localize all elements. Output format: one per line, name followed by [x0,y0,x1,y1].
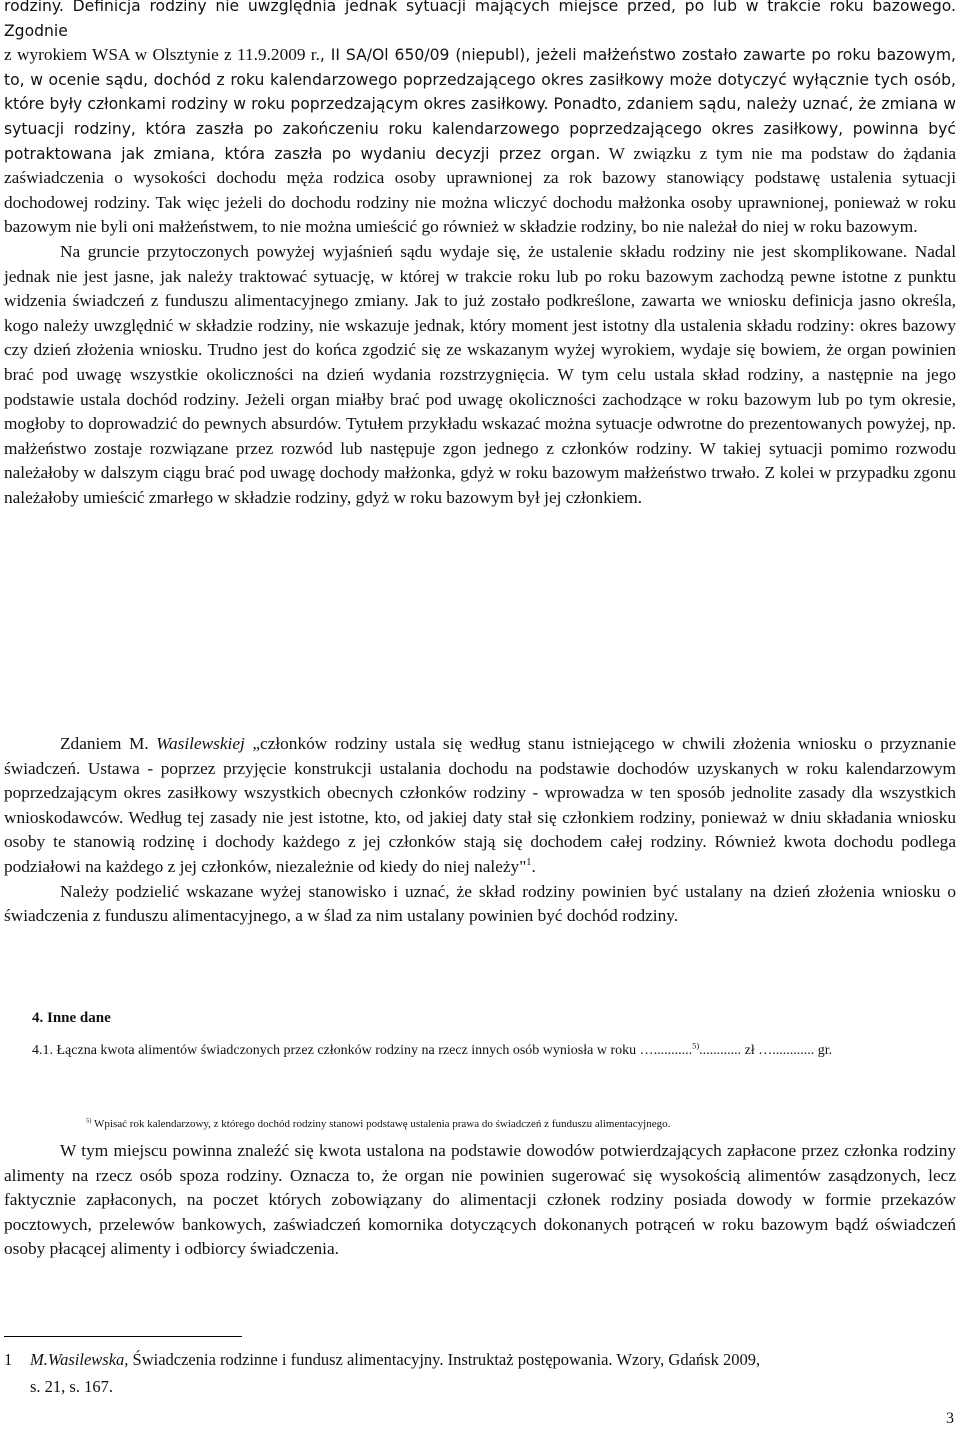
footnote-1 [4,1346,934,1400]
text-sentence: Trudno jest do końca zgodzić się ze wskazanym wyżej wyrokiem, wydaje się bowiem, że organ powinien brać pod uwagę wszystkie okoliczności na dzień wydania rozstrzygnięcia. [4,340,956,384]
body-block-1 [4,0,956,510]
paragraph-family-composition [4,240,956,511]
quotation: „członków rodziny ustala się według stanu istniejącego w chwili złożenia wniosku o przyznanie świadczeń. Ustawa - poprzez przyjęcie konstrukcji ustalania dochodu na podstawie dochodów uzyskanych w roku kalendarzowym poprzedzającym okres zasiłkowy wszystkich obecnych członków rodziny - wprowadza w ten sposób jednolite zasady dla wszystkich wnioskodawców. Według tej zasady nie jest istotne, kto, od jakiej daty stał się członkiem rodziny, ponieważ w dniu składania wniosku osoby te stanowią rodzinę i dochody każdego z jej członków stają się dochodem całej rodziny. Również kwota dochodu podlega podziałowi na każdego z jej członków, niezależnie od kiedy do niej należy" [4,734,956,876]
form-item-text: 4.1. Łączna kwota alimentów świadczonych przez członków rodziny na rzecz innych osób wyniosła w roku …........... [32,1043,693,1058]
footnote-reference[interactable]: 5) [692,1041,700,1051]
section-heading: 4. Inne dane [32,1010,111,1026]
paragraph-alimony-explanation [4,1139,956,1262]
text-sentence: Jak to już zostało podkreślone, zawarta we wniosku definicja jasno określa, kogo należy uwzględnić w składzie rodziny, nie wskazuje jednak, który moment jest istotny dla ustalenia składu rodziny: okres bazowy czy dzień złożenia wniosku. [4,291,957,360]
text-sentence: Nadal jednak nie jest jasne, jak należy traktować sytuację, w której w trakcie roku lub po roku bazowym zachodzą pewne istotne z punktu widzenia świadczeń z funduszu alimentacyjnego zmiany. [4,241,956,311]
body-block-3 [4,1139,956,1262]
text-line: rodziny. Definicja rodziny nie uwzględnia jednak sytuacji mających miejsce przed, po lub w trakcie roku bazowego. Zgodnie [4,0,956,40]
paragraph-conclusion [4,880,956,929]
paragraph-family-definition [4,0,956,240]
paragraph-wasilewska-opinion [4,732,956,880]
form-footnote-5 [86,1118,670,1130]
page-number: 3 [946,1410,954,1427]
footnote-title: Świadczenia rodzinne i fundusz alimentacyjny. Instruktaż postępowania. Wzory, Gdańsk 2009, [128,1350,761,1369]
body-block-2 [4,732,956,929]
footnote-separator [4,1336,242,1337]
text-sentence: Zdaniem M. [60,734,157,753]
footnote-marker: 5) [86,1117,92,1125]
footnote-text: Wpisać rok kalendarzowy, z którego dochód rodziny stanowi podstawę ustalenia prawa do świadczeń z funduszu alimentacyjnego. [91,1118,671,1130]
footnote-number: 1 [4,1350,13,1369]
text-sentence: W takiej sytuacji pomimo rozwodu należałoby w dalszym ciągu brać pod uwagę dochody małżonka, gdyż w roku bazowym małżeństwo trwało. Z kolei w przypadku zgonu należałoby umieścić zmarłego w składzie rodziny, gdyż w roku bazowym był jej członkiem. [4,438,956,507]
text-sentence: . [531,856,536,876]
court-case-signature: , II SA/Ol 650/09 (niepubl), jeżeli małżeństwo zostało zawarte po roku bazowym, to, w ocenie sądu, dochód z roku kalendarzowego poprzedzającego okres zasiłkowy może dotyczyć wyłącznie tych osób, które były członkami rodziny w roku poprzedzającym okres zasiłkowy. Ponadto, zdaniem sądu, należy uznać, że zmiana w sytuacji rodziny, która zaszła po zakończeniu roku kalendarzowego poprzedzającego okres zasiłkowy, powinna być potraktowana jak zmiana, która zaszła po wydaniu decyzji przez organ. [4,46,956,163]
form-item-4-1 [32,1038,956,1064]
footnote-reference[interactable]: 1 [526,857,532,869]
footnote-pages: s. 21, s. 167. [30,1377,113,1396]
text-sentence: Na gruncie przytoczonych powyżej wyjaśnień sądu wydaje się, że ustalenie składu rodziny nie jest skomplikowane. [60,241,908,261]
footnote-author: M.Wasilewska, [30,1350,129,1369]
text-sentence: Należy podzielić wskazane wyżej stanowisko i uznać, że skład rodziny powinien być ustalany na dzień złożenia wniosku o świadczenia z funduszu alimentacyjnego, a w ślad za nim ustalany powinien być dochód rodziny. [4,881,956,926]
form-item-amount: ............ zł …............ gr. [699,1043,833,1058]
author-name: Wasilewskiej [156,734,245,753]
text-sentence: W tym celu ustala skład rodziny, a następnie na jego podstawie ustala dochód rodziny. Jeżeli organ miałby brać pod uwagę okoliczności zachodzące w roku bazowym lub po tym okresie, mogłoby to doprowadzić do pewnych absurdów. Tytułem przykładu wskazać można sytuacje odwrotne do prezentowanych powyżej, np. małżeństwo zostaje rozwiązane przez rozwód lub następuje zgon jednego z członków rodziny. [4,364,956,458]
text-sentence: Tak więc jeżeli do dochodu rodziny nie można wliczyć dochodu małżonka osoby uprawnionej, ponieważ w roku bazowym nie byli oni małżeństwem, to nie można umieścić go również w składzie rodziny, bo nie należał do niej w roku bazowym. [4,192,956,237]
text-sentence: W związku z tym nie ma podstaw do żądania zaświadczenia o wysokości dochodu męża rodzica osoby uprawnionej za rok bazowy stanowiący podstawę ustalenia sytuacji dochodowej rodziny. [4,143,956,212]
court-judgment-ref: z wyrokiem WSA w Olsztynie z 11.9.2009 r. [4,45,320,65]
text-sentence: W tym miejscu powinna znaleźć się kwota ustalona na podstawie dowodów potwierdzających zapłacone przez członka rodziny alimenty na rzecz osób spoza rodziny. Oznacza to, że organ nie powinien sugerować się wysokością alimentów zasądzonych, lecz faktycznie zapłaconych, na poczet których zobowiązany do alimentacji członek rodziny posiada dowody w formie przekazów pocztowych, przelewów bankowych, zaświadczeń komornika dotyczących dokonanych potrąceń w roku bazowym bądź oświadczeń osoby płacącej alimenty i odbiorcy świadczenia. [4,1141,956,1259]
